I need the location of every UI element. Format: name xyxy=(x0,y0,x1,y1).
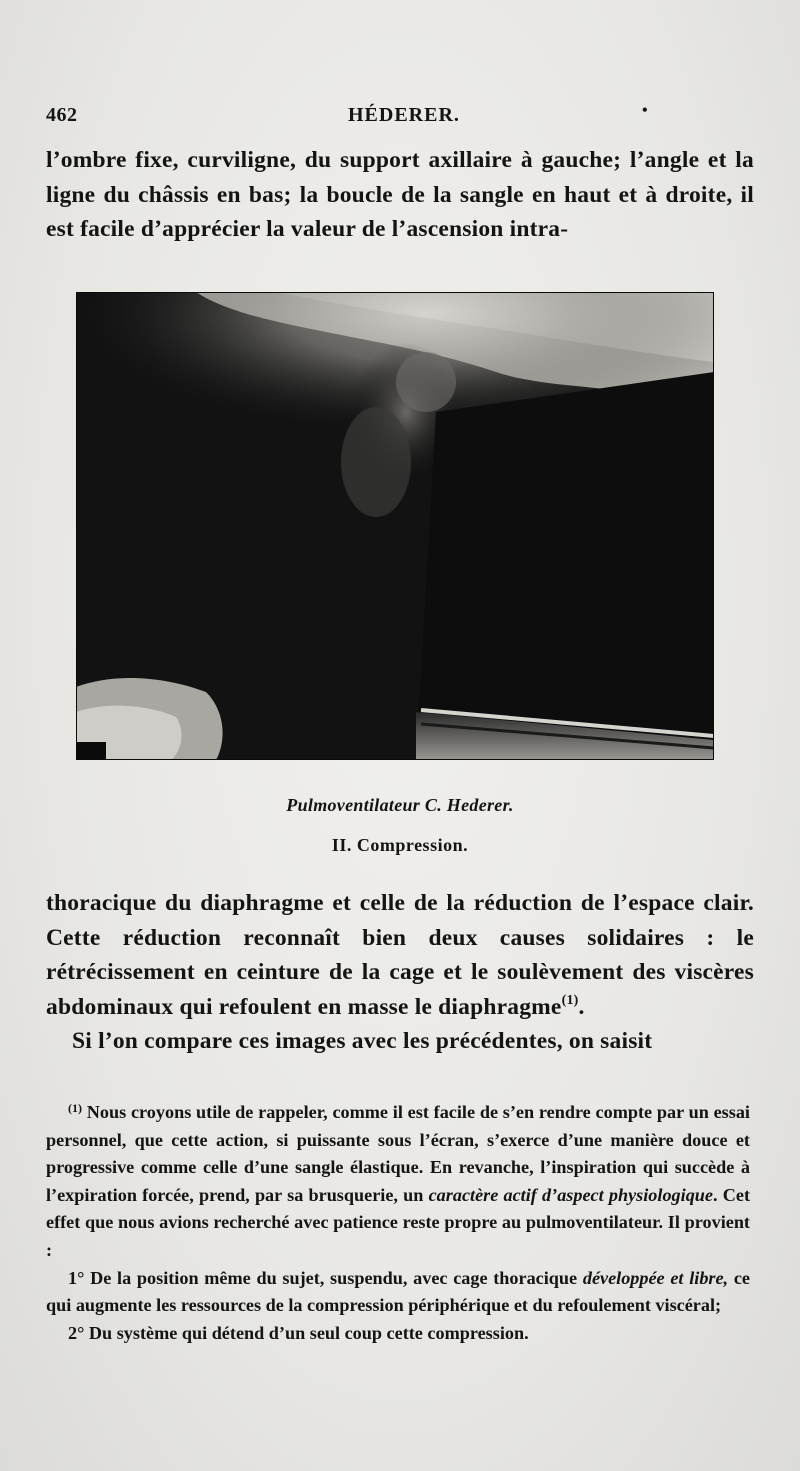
footnote-item-1 xyxy=(46,1265,750,1320)
bottom-paragraph-part1: thoracique du diaphragme et celle de la réduction de l’espace clair. Cette réduction reconnaît bien deux causes solidaires : le rétrécissement en ceinture de la cage et le soulèvement des viscères abdominaux qui refoulent en masse le diaphragme xyxy=(46,890,754,1020)
running-title: HÉDERER. xyxy=(348,104,460,126)
bottom-paragraph-part2: Si l’on compare ces images avec les précédentes, on saisit xyxy=(72,1028,653,1054)
head-mark: • xyxy=(642,102,648,119)
footnote-item-1-text-a: De la position même du sujet, suspendu, avec cage thoracique xyxy=(84,1267,583,1288)
bottom-paragraph-part1-end: . xyxy=(578,993,585,1020)
footnote-item-2-text: Du système qui détend d’un seul coup cette compression. xyxy=(84,1322,529,1343)
radiograph-figure xyxy=(76,292,714,760)
footnote-marker: (1) xyxy=(68,1101,82,1115)
bottom-paragraph xyxy=(46,886,754,1059)
footnote-item-1-italic: développée et libre, xyxy=(582,1267,729,1288)
figure-caption-subtitle: II. Compression. xyxy=(331,835,469,855)
footnote-body xyxy=(46,1095,750,1265)
top-paragraph: l’ombre fixe, curviligne, du support axillaire à gauche; l’angle et la ligne du châssis en bas; la boucle de la sangle en haut et à droite, il est facile d’apprécier la valeur de l’ascension intra- xyxy=(46,147,754,242)
footnote-item-1-number: 1° xyxy=(68,1267,85,1288)
footnote-reference: (1) xyxy=(561,992,579,1008)
footnote-text-b: . Cet effet que nous avions recherché avec patience reste propre au pulmoventilateur. Il provient : xyxy=(46,1184,751,1260)
figure-caption-title: Pulmoventilateur C. Hederer. xyxy=(286,795,514,815)
footnote xyxy=(46,1095,750,1347)
footnote-item-2 xyxy=(46,1320,750,1348)
page-number: 462 xyxy=(46,104,78,126)
footnote-item-1-text-b: ce qui augmente les ressources de la compression périphérique et du refoulement viscéral; xyxy=(46,1267,750,1316)
radiograph-image xyxy=(76,292,714,760)
footnote-text-a: Nous croyons utile de rappeler, comme il est facile de s’en rendre compte par un essai personnel, que cette action, si puissante sous l’écran, s’exerce d’une manière douce et progressive comme celle d’une sangle élastique. En revanche, l’inspiration qui succède à l’expiration forcée, prend, par sa brusquerie, un xyxy=(46,1102,750,1205)
footnote-item-2-number: 2° xyxy=(68,1322,85,1343)
running-head xyxy=(46,104,736,134)
footnote-italic-a: caractère actif d’aspect physiologique xyxy=(428,1184,713,1205)
